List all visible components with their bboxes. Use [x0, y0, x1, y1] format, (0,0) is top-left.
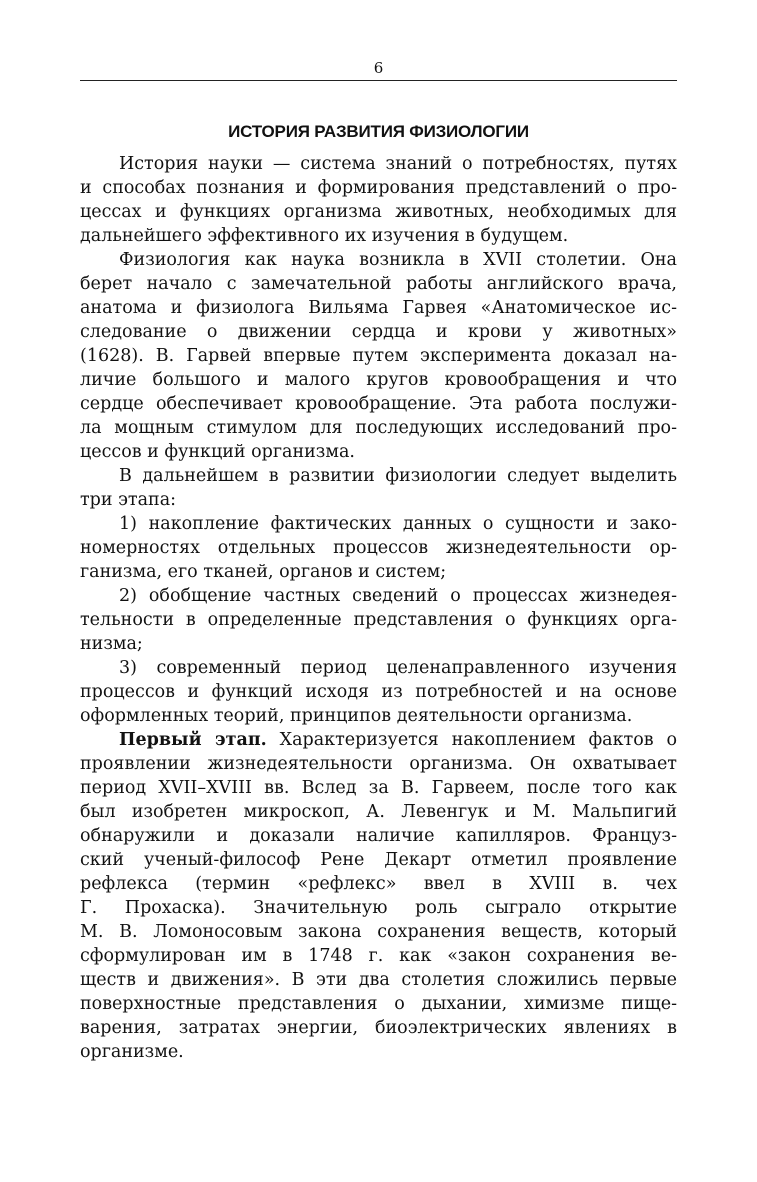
- text-line: Г. Прохаска). Значительную роль сыграло открытие: [80, 898, 677, 918]
- text-line: и способах познания и формирования представлений о про-: [80, 178, 677, 198]
- text-line: ский ученый-философ Рене Декарт отметил проявление: [80, 850, 677, 870]
- text-line: три этапа:: [80, 490, 177, 510]
- text-line: Физиология как наука возникла в XVII столетии. Она: [119, 250, 677, 270]
- text-line: цессов и функций организма.: [80, 442, 355, 462]
- text-line: был изобретен микроскоп, А. Левенгук и М. Мальпигий: [80, 802, 677, 822]
- text-line: варения, затратах энергии, биоэлектрических явлениях в: [80, 1018, 677, 1038]
- list-item-line: процессов и функций исходя из потребностей и на основе: [80, 682, 677, 702]
- text-line: сердце обеспечивает кровообращение. Эта работа послужи-: [80, 394, 677, 414]
- list-item-line: 2) обобщение частных сведений о процессах жизнедея-: [119, 586, 677, 606]
- body-text: [80, 152, 677, 1064]
- text-line: ла мощным стимулом для последующих исследований про-: [80, 418, 677, 438]
- text-line: анатома и физиолога Вильяма Гарвея «Анатомическое ис-: [80, 298, 677, 318]
- text-line: (1628). В. Гарвей впервые путем эксперимента доказал на-: [80, 346, 677, 366]
- text-line: [80, 728, 677, 752]
- list-item-line: оформленных теорий, принципов деятельности организма.: [80, 706, 633, 726]
- text-line: История науки — система знаний о потребностях, путях: [119, 154, 677, 174]
- text-line: рефлекса (термин «рефлекс» ввел в XVIII в. чех: [80, 874, 677, 894]
- text-line: ществ и движения». В эти два столетия сложились первые: [80, 970, 677, 990]
- text-line: М. В. Ломоносовым закона сохранения веществ, который: [80, 922, 677, 942]
- stage-text: Характеризуется накоплением фактов о: [266, 730, 677, 750]
- text-line: поверхностные представления о дыхании, химизме пище-: [80, 994, 677, 1014]
- section-heading: ИСТОРИЯ РАЗВИТИЯ ФИЗИОЛОГИИ: [228, 122, 529, 141]
- list-item-line: 1) накопление фактических данных о сущности и зако-: [119, 514, 677, 534]
- text-line: организме.: [80, 1042, 184, 1062]
- text-line: следование о движении сердца и крови у животных»: [80, 322, 677, 342]
- text-line: обнаружили и доказали наличие капилляров. Француз-: [80, 826, 677, 846]
- text-line: сформулирован им в 1748 г. как «закон сохранения ве-: [80, 946, 677, 966]
- stage-label: Первый этап.: [119, 730, 267, 750]
- header-rule: [80, 80, 677, 81]
- text-line: личие большого и малого кругов кровообращения и что: [80, 370, 677, 390]
- text-line: проявлении жизнедеятельности организма. Он охватывает: [80, 754, 677, 774]
- list-item-line: номерностях отдельных процессов жизнедеятельности ор-: [80, 538, 677, 558]
- list-item-line: 3) современный период целенаправленного изучения: [119, 658, 677, 678]
- list-item-line: тельности в определенные представления о функциях орга-: [80, 610, 677, 630]
- text-line: берет начало с замечательной работы английского врача,: [80, 274, 677, 294]
- text-line: дальнейшего эффективного их изучения в будущем.: [80, 226, 569, 246]
- list-item-line: низма;: [80, 634, 143, 654]
- text-line: В дальнейшем в развитии физиологии следует выделить: [119, 466, 677, 486]
- page-number: 6: [373, 59, 384, 77]
- text-line: цессах и функциях организма животных, необходимых для: [80, 202, 677, 222]
- text-line: период XVII–XVIII вв. Вслед за В. Гарвеем, после того как: [80, 778, 677, 798]
- list-item-line: ганизма, его тканей, органов и систем;: [80, 562, 447, 582]
